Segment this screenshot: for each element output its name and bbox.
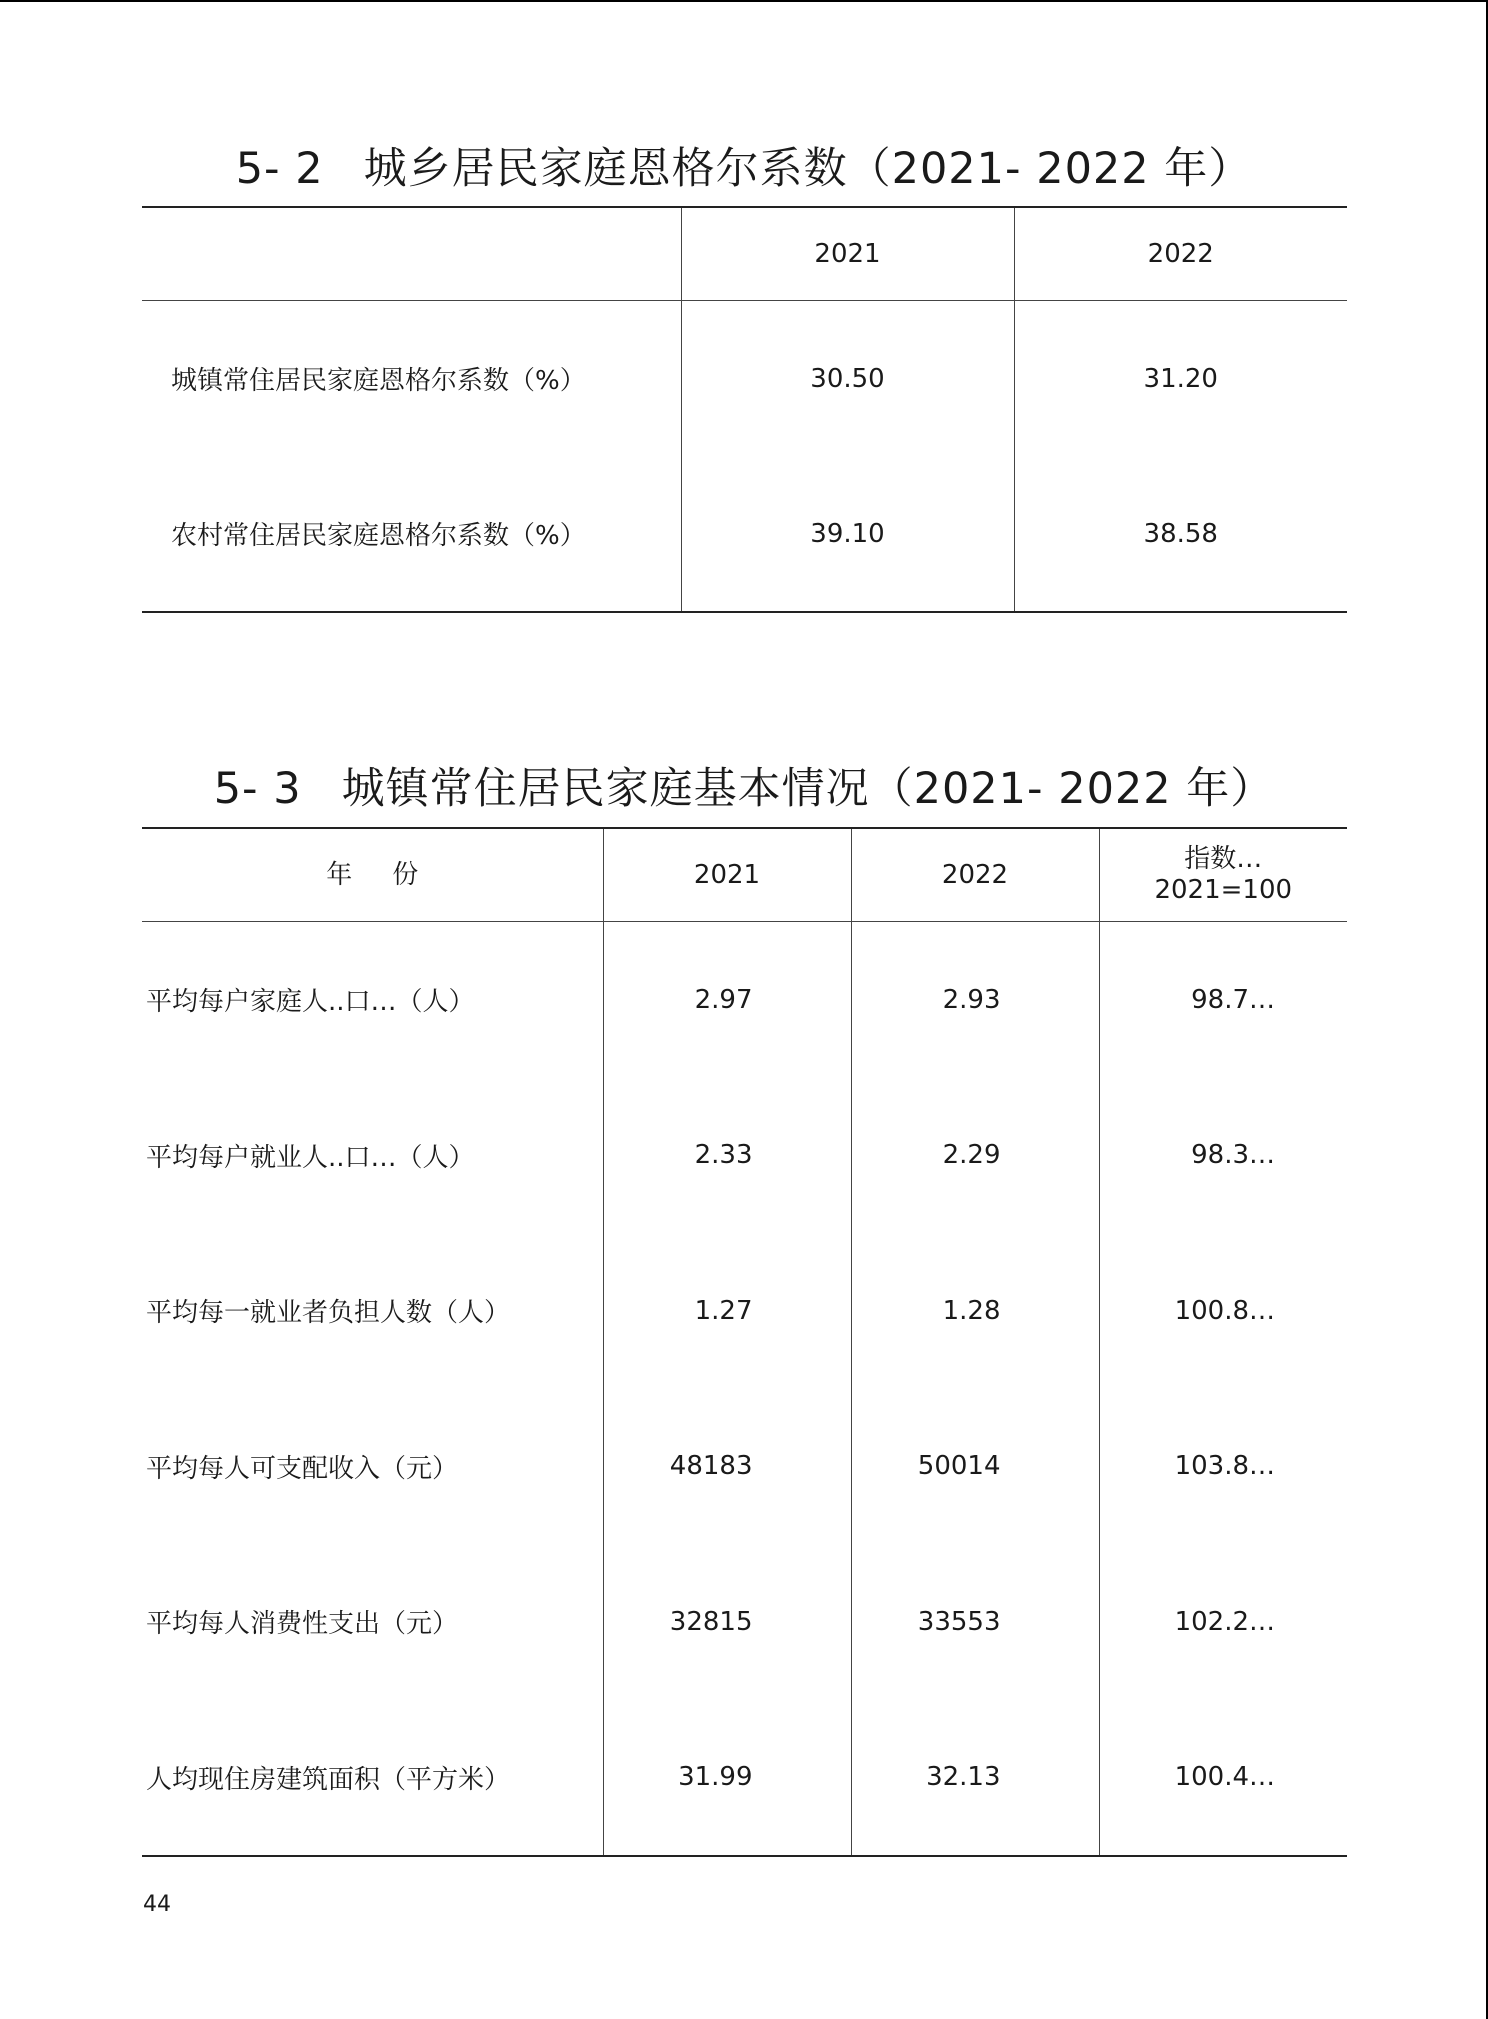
cell-2021: 39.10 [681, 456, 1014, 612]
header-index-line1: 指数… [1184, 844, 1263, 874]
table-53 [142, 827, 1347, 1857]
table-52-title [0, 135, 1488, 196]
header-year-label: 年份 [326, 859, 459, 890]
cell-2021: 2.97 [603, 922, 851, 1078]
row-label: 平均每户家庭人..口…（人） [146, 987, 475, 1018]
cell-2021: 1.27 [603, 1233, 851, 1389]
row-label: 农村常住居民家庭恩格尔系数（%） [171, 521, 586, 551]
cell-2022: 31.20 [1014, 301, 1347, 457]
table-52-header-row [142, 207, 1347, 301]
table-52 [142, 206, 1347, 613]
cell-index: 103.8… [1099, 1389, 1347, 1545]
table-row [142, 1389, 1347, 1545]
table-53-title-text: 城镇常住居民家庭基本情况（2021- 2022 年） [341, 764, 1275, 814]
cell-2021: 48183 [603, 1389, 851, 1545]
header-index-line2: 2021=100 [1154, 875, 1293, 905]
table-53-header-row [142, 828, 1347, 922]
cell-2022: 2.29 [851, 1078, 1099, 1234]
table-53-title [0, 755, 1488, 816]
row-label: 城镇常住居民家庭恩格尔系数（%） [171, 366, 586, 396]
cell-2022: 32.13 [851, 1700, 1099, 1857]
table-53-header-year [142, 828, 603, 922]
cell-2022: 38.58 [1014, 456, 1347, 612]
cell-index: 98.3… [1099, 1078, 1347, 1234]
table-53-header-2022: 2022 [851, 828, 1099, 922]
table-row [142, 456, 1347, 612]
table-52-header-2022: 2022 [1014, 207, 1347, 301]
table-row [142, 1700, 1347, 1857]
cell-2022: 33553 [851, 1544, 1099, 1700]
cell-2022: 1.28 [851, 1233, 1099, 1389]
table-row [142, 1544, 1347, 1700]
page-frame-top [0, 0, 1488, 2]
row-label: 平均每户就业人..口…（人） [146, 1142, 475, 1173]
cell-index: 98.7… [1099, 922, 1347, 1078]
cell-2021: 30.50 [681, 301, 1014, 457]
cell-2022: 2.93 [851, 922, 1099, 1078]
cell-2021: 32815 [603, 1544, 851, 1700]
cell-2021: 2.33 [603, 1078, 851, 1234]
table-53-header-index [1099, 828, 1347, 922]
page-number: 44 [143, 1892, 171, 1917]
row-label: 平均每人消费性支出（元） [146, 1609, 459, 1640]
table-53-header-2021: 2021 [603, 828, 851, 922]
cell-2021: 31.99 [603, 1700, 851, 1857]
table-row [142, 1078, 1347, 1234]
table-52-header-2021: 2021 [681, 207, 1014, 301]
row-label: 平均每人可支配收入（元） [146, 1453, 459, 1484]
cell-2022: 50014 [851, 1389, 1099, 1545]
cell-index: 100.8… [1099, 1233, 1347, 1389]
row-label: 人均现住房建筑面积（平方米） [146, 1764, 511, 1795]
table-52-header-blank [142, 207, 681, 301]
cell-index: 100.4… [1099, 1700, 1347, 1857]
table-row [142, 922, 1347, 1078]
cell-index: 102.2… [1099, 1544, 1347, 1700]
row-label: 平均每一就业者负担人数（人） [146, 1298, 511, 1329]
table-52-number: 5- 2 [235, 144, 324, 194]
table-53-number: 5- 3 [213, 764, 302, 814]
table-row [142, 1233, 1347, 1389]
table-row [142, 301, 1347, 457]
table-52-title-text: 城乡居民家庭恩格尔系数（2021- 2022 年） [363, 144, 1253, 194]
